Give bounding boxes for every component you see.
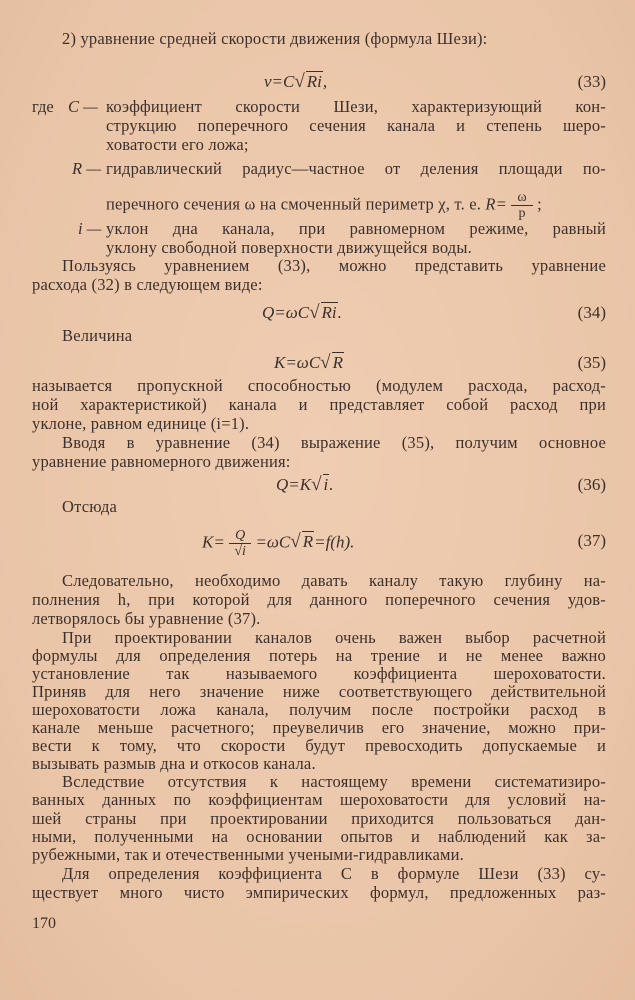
eq-tail: . [337,303,342,322]
fraction [229,528,251,559]
sqrt-icon: √ [311,474,322,495]
text-line: рубежными, так и отечественными учеными-гидравликами. [32,845,464,864]
text-line [106,190,542,221]
text-line: Вследствие отсутствия к настоящему времени систематизиро- [62,772,606,791]
sqrt-icon: √ [294,71,305,92]
eq-lhs: Q=ωC [262,303,310,322]
numerator: Q [229,528,251,544]
eq-lhs: K= [202,532,225,552]
text-line: Отсюда [62,497,118,516]
denominator [234,544,246,559]
punct: ; [537,194,542,214]
sqrt [290,531,314,553]
denominator: p [518,206,526,221]
text-line: установление так называемого коэффициента шероховатости. [32,664,606,683]
text-line: полнения h, при которой для данного поперечного сечения удов- [32,590,606,609]
text-line: Для определения коэффициента C в формуле Шези (33) су- [62,864,606,883]
text-line: При проектировании каналов очень важен выбор расчетной [62,628,606,647]
text-line: вести к тому, что скорости будут превосходить допускаемые и [32,736,606,755]
symbol-r: R — [72,159,101,178]
symbol-i: i — [78,219,102,238]
text-line: Вводя в уравнение (34) выражение (35), получим основное [62,433,606,452]
text-line: струкцию поперечного сечения канала и степень шеро- [106,116,606,135]
eq-tail: =f(h). [314,532,355,552]
eq-lhs: K=ωC [274,353,321,372]
text-line: уклон дна канала, при равномерном режиме, равный [106,219,606,238]
text-line: ной характеристикой) канала и представляет собой расход при [32,395,606,414]
text-line: ными, полученными на основании опытов и наблюдений как за- [32,827,606,846]
text-line: шероховатости ложа канала, получим после постройки расход в [32,700,606,719]
text: перечного сечения ω на смоченный периметр χ, т. е. [106,194,482,214]
formula-lhs: R= [485,194,508,214]
text-line: ванных данных по коэффициентам шероховатости для условий на- [32,790,606,809]
text-line: называется пропускной способностью (модулем расхода, расход- [32,376,606,395]
equation-37 [202,528,354,559]
radicand: Ri [306,72,322,91]
equation-number: (33) [577,72,606,91]
text-line: вызывать размыв дна и откосов канала. [32,754,316,773]
eq-lhs: v=C [264,72,295,91]
sqrt-icon: √ [234,544,243,559]
text-line: коэффициент скорости Шези, характеризующий кон- [106,97,606,116]
eq-lhs: Q=K [276,475,312,494]
text-line: ществует много чисто эмпирических формул, предложенных раз- [32,883,606,902]
text-line: гидравлический радиус—частное от деления площади по- [106,159,606,178]
sqrt [311,474,329,496]
text-line: Пользуясь уравнением (33), можно представить уравнение [62,256,606,275]
text-line: расхода (32) в следующем виде: [32,275,263,294]
text-line: уклону свободной поверхности движущейся воды. [106,238,473,257]
text-line: Следовательно, необходимо давать каналу такую глубину на- [62,571,606,590]
text-line: ховатости его ложа; [106,135,249,154]
eq-tail: , [322,72,328,91]
radicand: Ri [321,303,337,322]
text-line: 2) уравнение средней скорости движения (формула Шези): [62,29,488,48]
text-line: уравнение равномерного движения: [32,452,291,471]
where-label: где [32,97,54,116]
equation-35 [274,352,344,374]
radicand: i [242,544,246,559]
equation-number: (37) [577,531,606,550]
page-number: 170 [32,915,56,932]
sqrt-icon: √ [309,302,320,323]
eq-tail: . [329,475,334,494]
text-line: шей страны при проектировании приходится пользоваться дан- [32,809,606,828]
radicand: R [332,353,343,372]
fraction [511,190,532,221]
radicand: i [323,475,329,494]
equation-number: (35) [577,353,606,372]
sqrt [294,71,323,93]
numerator: ω [511,190,532,206]
equation-36 [276,474,334,496]
sqrt [309,302,338,324]
symbol-c: C — [68,97,98,116]
equation-number: (36) [577,475,606,494]
text-line: Величина [62,326,133,345]
equation-34 [262,302,342,324]
text-line: формулы для определения потерь на трение и не менее важно [32,646,606,665]
eq-mid: =ωC [255,532,291,552]
text-line: летворялось бы уравнение (37). [32,609,261,628]
sqrt-icon: √ [290,531,301,553]
text-line: Приняв для него значение ниже соответствующего действительной [32,682,606,701]
equation-33 [264,71,327,93]
equation-number: (34) [577,303,606,322]
radicand: R [302,532,314,552]
text-line: канале меньше расчетного; преувеличив его значение, можно при- [32,718,606,737]
text-line: уклоне, равном единице (i=1). [32,414,250,433]
sqrt [320,352,344,374]
sqrt-icon: √ [320,352,331,373]
